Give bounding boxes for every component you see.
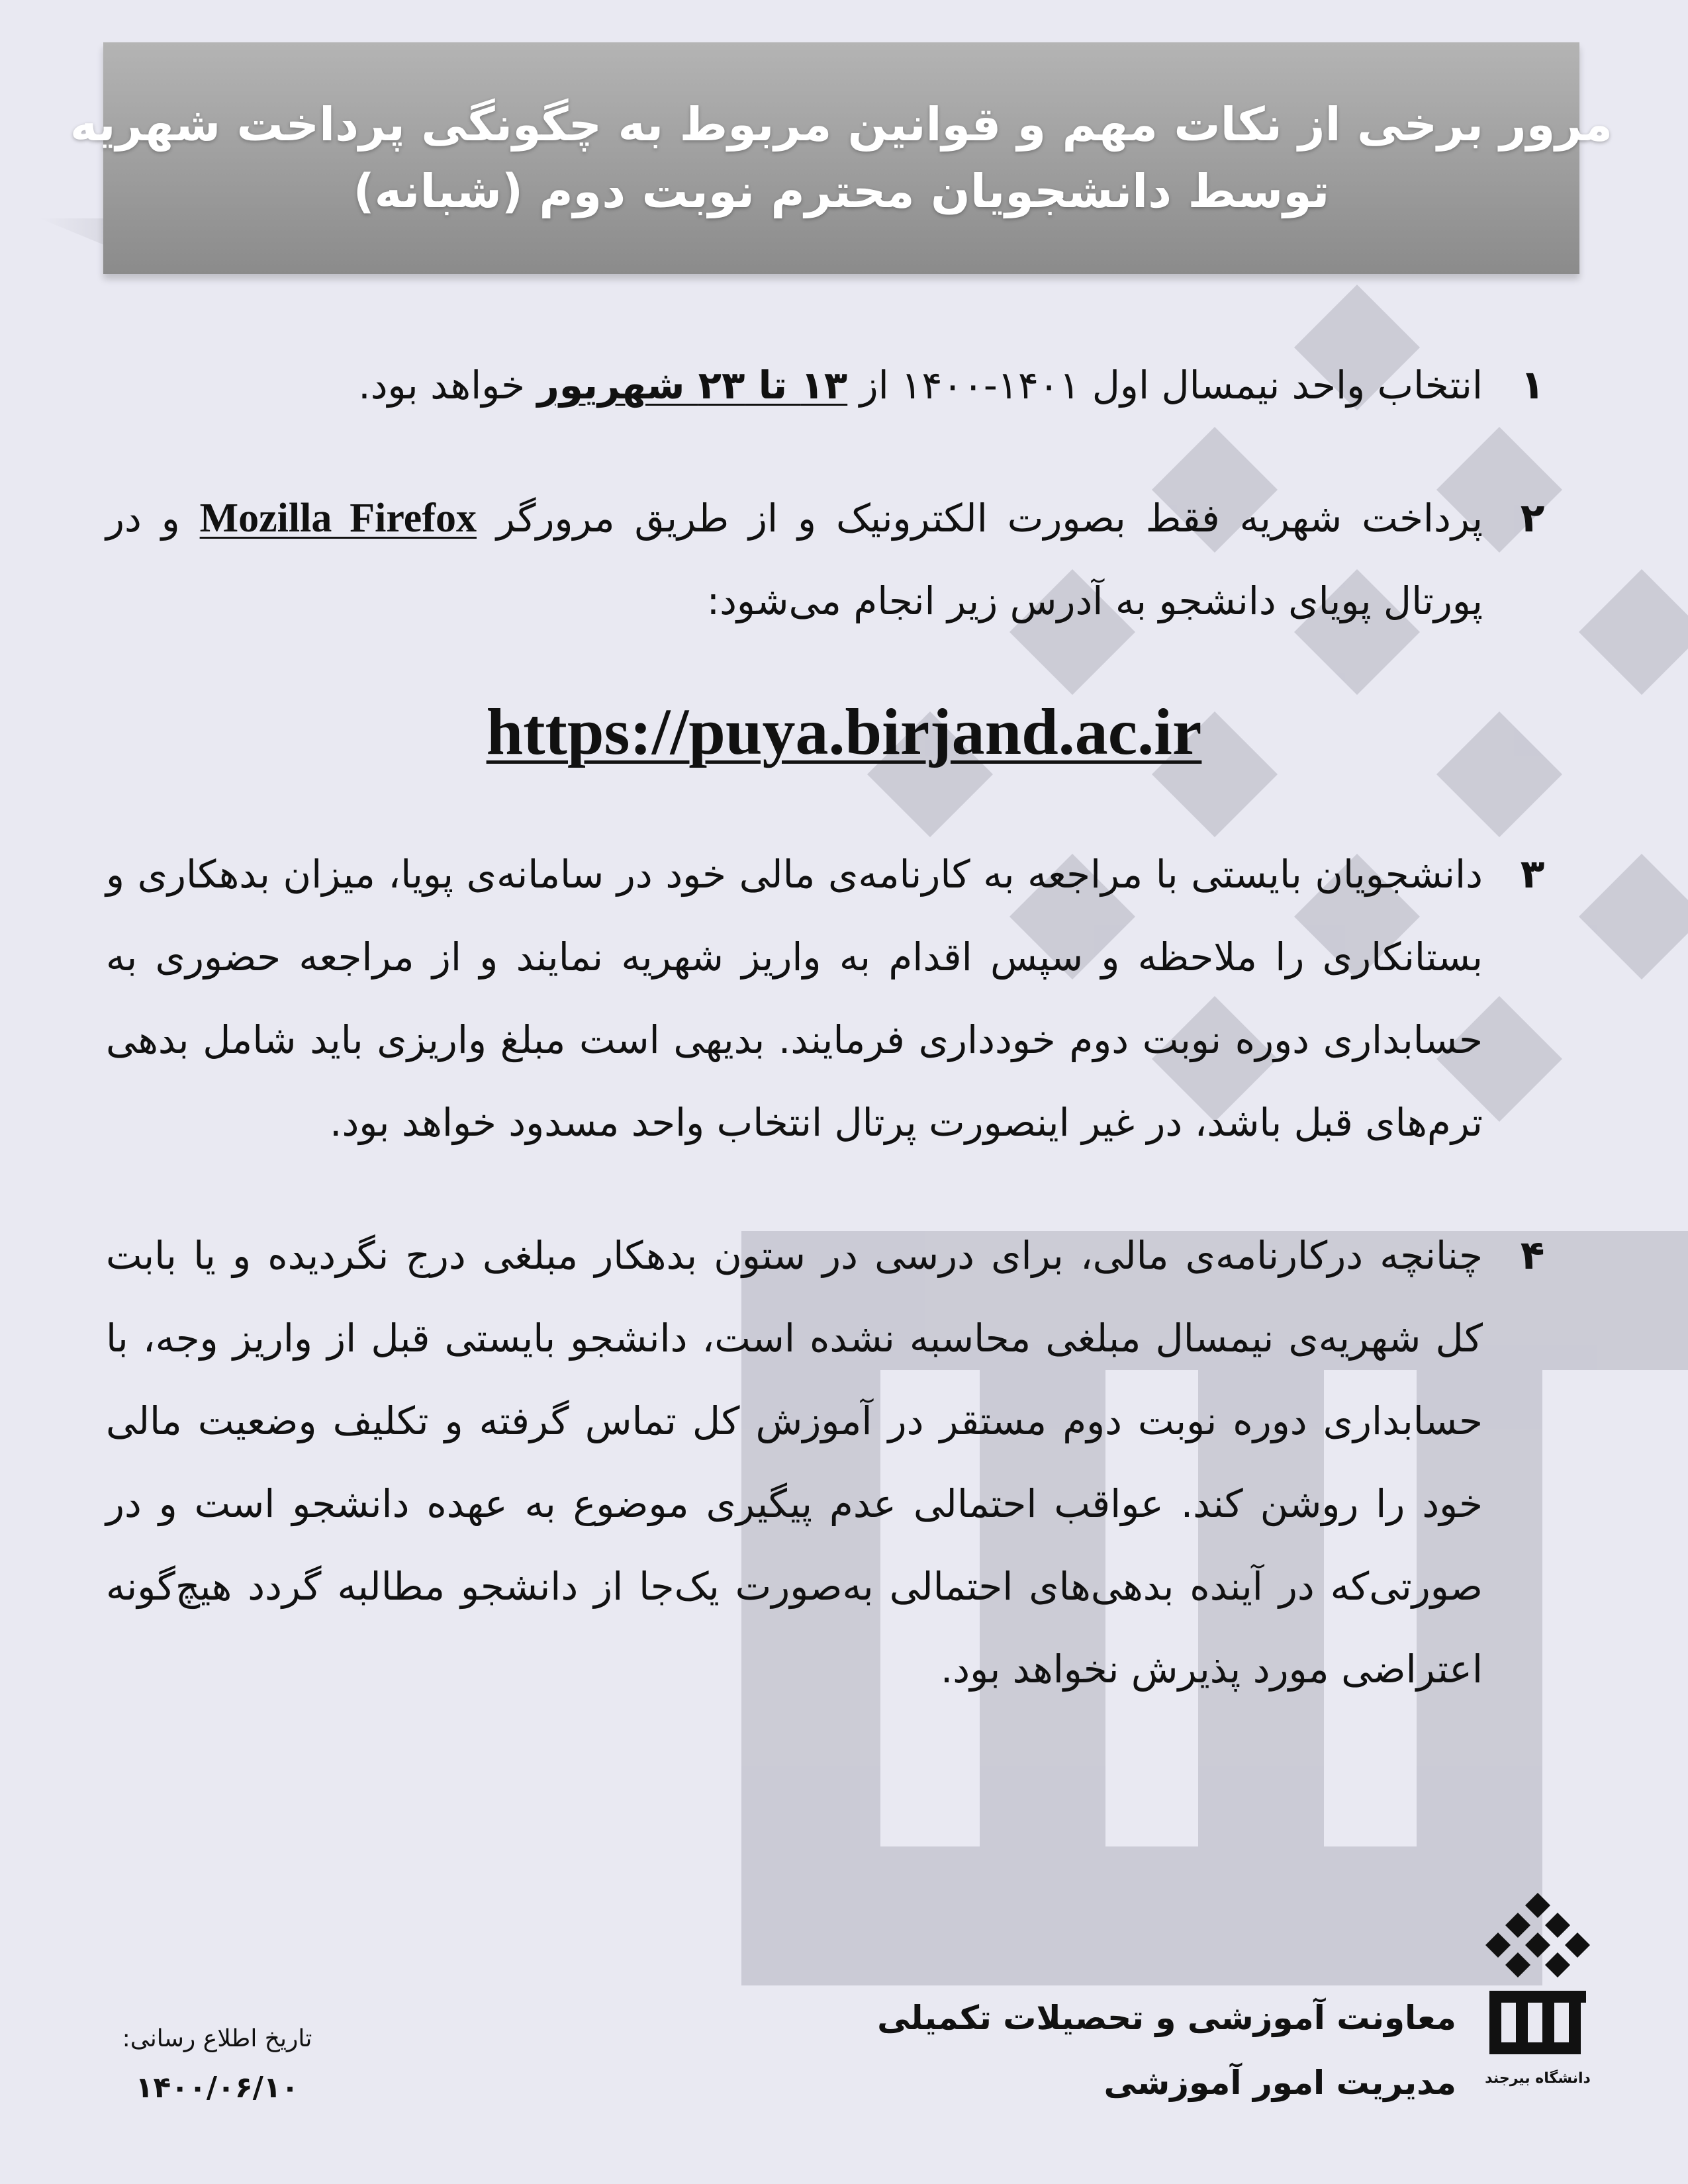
browser-name: Mozilla Firefox [199,496,477,541]
rule-text-1-before: انتخاب واحد نیمسال اول ۱۴۰۱-۱۴۰۰ از [847,363,1483,408]
rule-number-2: ۲ [1520,495,1545,541]
rule-number-1: ۱ [1520,362,1545,408]
rule-text-2 [106,477,1483,643]
registration-dates: ۱۳ تا ۲۳ شهریور [537,363,848,408]
title-line-2: توسط دانشجویان محترم نوبت دوم (شبانه) [353,164,1330,218]
rule-text-1-after: خواهد بود. [358,363,538,408]
rule-text-4: چنانچه درکارنامه‌ی مالی، برای درسی در ستون بدهکار مبلغی درج نگردیده و یا بابت کل شهریه‌ی نیمسال مبلغی محاسبه نشده است، دانشجو بایستی قبل از واریز وجه، با حسابداری دوره نوبت دوم مستقر در آموزش کل تماس گرفته و تکلیف وضعیت مالی خود را روشن کند. عواقب احتمالی عدم پیگیری موضوع به عهده دانشجو است و در صورتی‌که در آینده بدهی‌های احتمالی به‌صورت یک‌جا از دانشجو مطالبه گردد هیچ‌گونه اعتراضی مورد پذیرش نخواهد بود. [106,1233,1483,1692]
rule-item-3 [106,833,1582,1164]
rule-text-2-before: پرداخت شهریه فقط بصورت الکترونیک و از طریق مرورگر [476,496,1483,541]
title-banner [70,42,1613,274]
rule-number-3: ۳ [1520,851,1545,897]
rule-item-4 [106,1214,1582,1711]
rule-text-1 [106,344,1483,427]
announcement-date-value: ۱۴۰۰/۰۶/۱۰ [135,2071,299,2105]
rule-item-2 [106,477,1582,643]
department-line-1: معاونت آموزشی و تحصیلات تکمیلی [877,1999,1456,2037]
rule-text-3: دانشجویان بایستی با مراجعه به کارنامه‌ی مالی خود در سامانه‌ی پویا، میزان بدهکاری و بستانکاری را ملاحظه و سپس اقدام به واریز شهریه نمایند و از مراجعه حضوری به حسابداری دوره نوبت دوم خودداری فرمایند. بدیهی است مبلغ واریزی باید شامل بدهی ترم‌های قبل باشد، در غیر اینصورت پرتال انتخاب واحد مسدود خواهد بود. [106,852,1483,1145]
rule-text-2-after: و در پورتال پویای دانشجو به آدرس زیر انجام می‌شود: [106,496,1483,623]
rules-list [106,344,1582,1761]
title-line-1: مرور برخی از نکات مهم و قوانین مربوط به چگونگی پرداخت شهریه [70,97,1613,152]
rule-item-1 [106,344,1582,427]
rule-number-4: ۴ [1520,1232,1545,1279]
university-logo-icon [1481,1893,1594,2065]
announcement-date-caption: تاریخ اطلاع رسانی: [122,2025,312,2052]
portal-url[interactable]: https://puya.birjand.ac.ir [486,695,1202,768]
department-line-2: مدیریت امور آموزشی [1103,2064,1456,2102]
university-logo [1481,1893,1594,2091]
announcement-date-block [105,2025,330,2105]
department-signature [877,1985,1456,2115]
university-logo-text: دانشگاه بیرجند [1485,2070,1591,2087]
